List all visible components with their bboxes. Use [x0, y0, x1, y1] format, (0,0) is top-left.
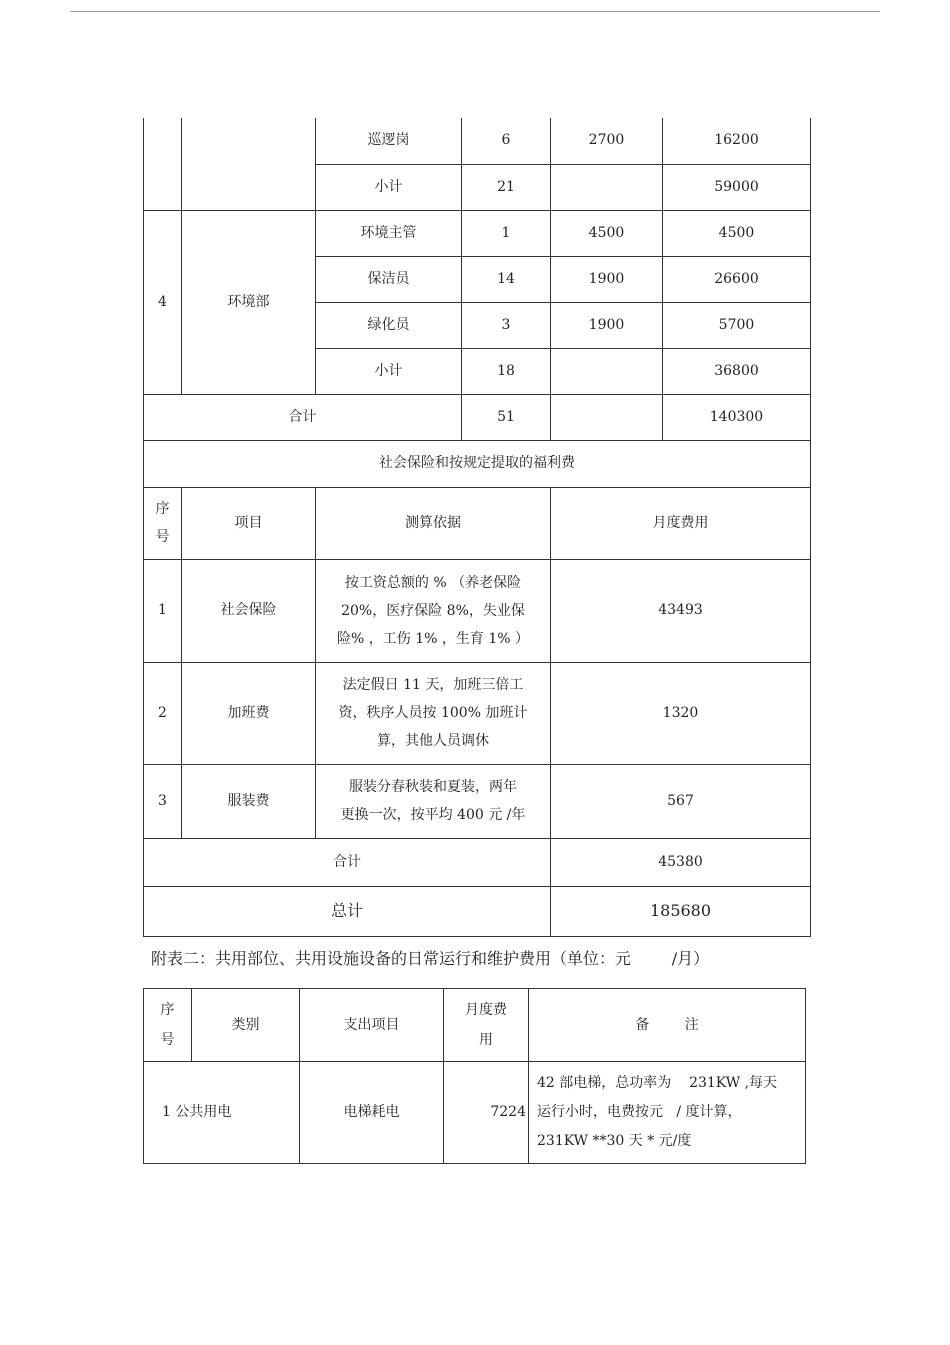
maintenance-cost-table [143, 988, 806, 1164]
salary-cell: 2700 [551, 118, 663, 164]
appendix2-caption: 附表二：共用部位、共用设施设备的日常运行和维护费用（单位：元 /月） [151, 949, 710, 968]
table-header-row [144, 487, 811, 559]
salary-cell [551, 164, 663, 210]
basis-line: 资，秩序人员按 100% 加班计 [338, 705, 528, 721]
grand-total-value: 185680 [551, 886, 811, 936]
header-category: 类别 [192, 989, 300, 1062]
total-cell: 4500 [663, 210, 811, 256]
count-cell: 6 [462, 118, 551, 164]
table-row [144, 838, 811, 886]
basis-line: 险% ，工伤 1% ，生育 1% ） [337, 630, 529, 647]
item-cell: 社会保险 [182, 559, 316, 662]
salary-cell: 1900 [551, 256, 663, 302]
monthly-cell: 567 [551, 764, 811, 838]
index-category-cell: 1 公共用电 [144, 1062, 300, 1164]
total-cell: 26600 [663, 256, 811, 302]
dept-name-cell: 环境部 [182, 210, 316, 394]
total-cell: 59000 [663, 164, 811, 210]
basis-line: 算，其他人员调休 [377, 733, 489, 749]
basis-line: 法定假日 11 天，加班三倍工 [342, 677, 524, 693]
index-cell: 1 [144, 559, 182, 662]
monthly-cell: 7224 [444, 1062, 529, 1164]
staff-cost-table [143, 118, 811, 937]
basis-line: 按工资总额的 % （养老保险 [344, 574, 522, 591]
post-cell: 绿化员 [316, 302, 462, 348]
post-cell: 巡逻岗 [316, 118, 462, 164]
count-cell: 18 [462, 348, 551, 394]
total-cell: 140300 [663, 394, 811, 440]
note-cell [529, 1062, 806, 1164]
count-cell: 1 [462, 210, 551, 256]
note-line: 运行小时，电费按元 / 度计算， [537, 1104, 742, 1120]
total-cell: 36800 [663, 348, 811, 394]
header-monthly: 月度费 用 [444, 989, 529, 1062]
table-row [144, 1062, 806, 1164]
monthly-cell: 1320 [551, 662, 811, 764]
blank-cell [144, 118, 182, 210]
post-cell: 小计 [316, 164, 462, 210]
post-cell: 小计 [316, 348, 462, 394]
basis-cell [316, 559, 551, 662]
salary-cell: 1900 [551, 302, 663, 348]
subtotal-value: 45380 [551, 838, 811, 886]
subtotal-label: 合计 [144, 838, 551, 886]
header-rule [70, 11, 880, 12]
post-cell: 保洁员 [316, 256, 462, 302]
header-monthly: 月度费用 [551, 487, 811, 559]
item-cell: 服装费 [182, 764, 316, 838]
item-cell: 电梯耗电 [300, 1062, 444, 1164]
basis-line: 20%，医疗保险 8%，失业保 [341, 602, 525, 619]
table-row [144, 440, 811, 487]
basis-cell [316, 764, 551, 838]
header-item: 项目 [182, 487, 316, 559]
salary-cell [551, 394, 663, 440]
table-row [144, 662, 811, 764]
note-line: 42 部电梯，总功率为 231KW ,每天 [537, 1075, 778, 1091]
total-label-cell: 合计 [144, 394, 462, 440]
table-row [144, 210, 811, 256]
header-index: 序 号 [144, 989, 192, 1062]
total-cell: 5700 [663, 302, 811, 348]
table-row [144, 394, 811, 440]
index-cell: 2 [144, 662, 182, 764]
dept-index-cell: 4 [144, 210, 182, 394]
table-header-row [144, 989, 806, 1062]
header-index: 序 号 [144, 487, 182, 559]
item-cell: 加班费 [182, 662, 316, 764]
count-cell: 21 [462, 164, 551, 210]
table-row [144, 886, 811, 936]
basis-line: 更换一次，按平均 400 元 /年 [340, 807, 526, 823]
post-cell: 环境主管 [316, 210, 462, 256]
count-cell: 51 [462, 394, 551, 440]
count-cell: 3 [462, 302, 551, 348]
basis-line: 服装分春秋装和夏装，两年 [349, 779, 517, 795]
table-row [144, 764, 811, 838]
basis-cell [316, 662, 551, 764]
index-cell: 3 [144, 764, 182, 838]
table-row [144, 559, 811, 662]
blank-cell [182, 118, 316, 210]
welfare-title: 社会保险和按规定提取的福利费 [144, 440, 811, 487]
note-line: 231KW **30 天 * 元/度 [537, 1133, 692, 1149]
total-cell: 16200 [663, 118, 811, 164]
count-cell: 14 [462, 256, 551, 302]
monthly-cell: 43493 [551, 559, 811, 662]
table-row [144, 118, 811, 164]
header-basis: 测算依据 [316, 487, 551, 559]
grand-total-label: 总计 [144, 886, 551, 936]
header-note: 备 注 [529, 989, 806, 1062]
salary-cell: 4500 [551, 210, 663, 256]
salary-cell [551, 348, 663, 394]
header-item: 支出项目 [300, 989, 444, 1062]
